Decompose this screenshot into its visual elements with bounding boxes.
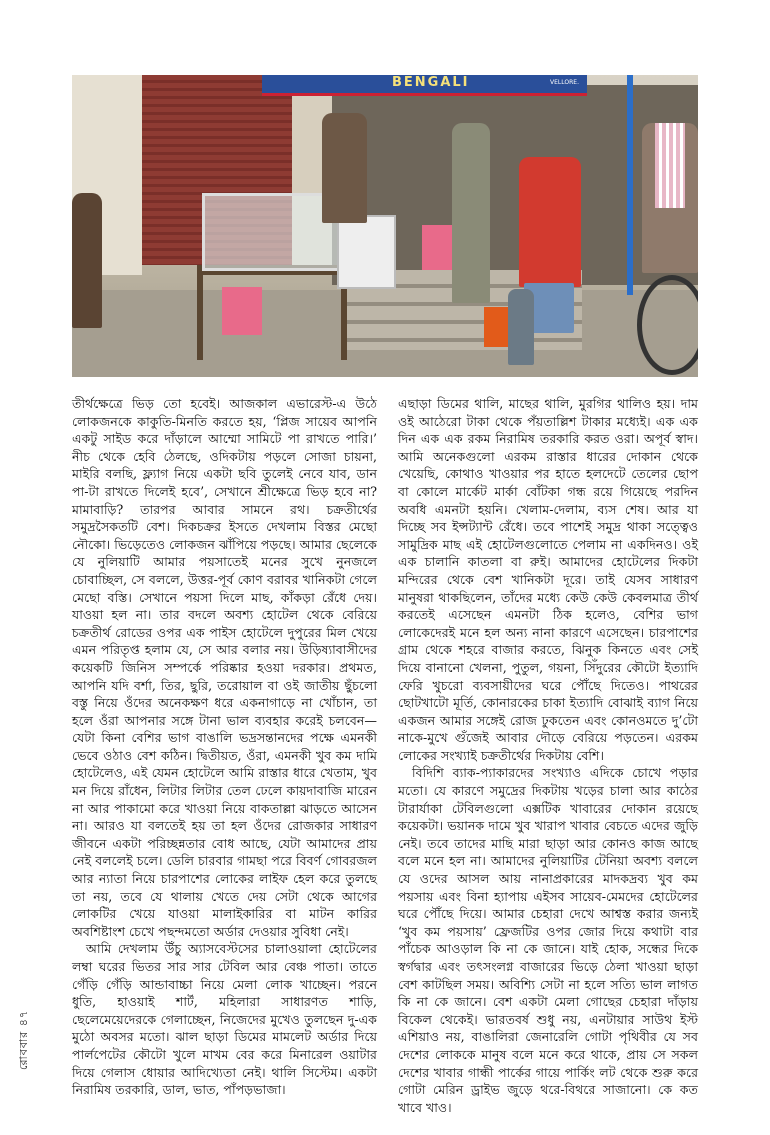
photo-pole <box>627 75 633 295</box>
photo-hanging-cloth <box>655 123 685 208</box>
article-column-right <box>398 395 698 1116</box>
paragraph: বিদিশি ব্যাক-প্যাকারদের সংখ্যাও এদিকে চোখে পড়ার মতো। যে কারণে সমুদ্রের দিকটায় খড়ের চালা আর কাঠের টারার্যাকা টেবিলগুলো এক্সটিক খাবারের দোকান রয়েছে কয়েকটা। ভয়ানক দামে খুব খারাপ খাবার বেচতে এদের জুড়ি নেই। তবে তাদের মাছি মারা ছাড়া আর কোনও কাজ আছে বলে মনে হল না। আমাদের নুলিয়াটির টেনিয়া অবশ্য বললে যে ওদের আসল আয় নানাপ্রকারের মাদকদ্রব্য খুব কম পয়সায় এবং বিনা হ্যাপায় এইসব সায়েব-মেমদের হোটেলের ঘরে পৌঁছে দিয়ে। আমার চেহারা দেখে আশ্বস্ত করার জন্যই ‘খুব কম পয়সায়’ ফ্রেজটির ওপর জোর দিয়ে কথাটা বার পাঁচেক আওড়াল কি না কে জানে। যাই হোক, সন্ধের দিকে স্বর্গদ্বার এবং তৎসংলগ্ন বাজারের ভিড়ে ঠেলা খাওয়া ছাড়া বেশ কাটছিল সময়। অবিশ্যি সেটা না হলে সত্যি ভাল লাগত কি না কে জানে। বেশ একটা মেলা গোছের চেহারা দাঁড়ায় বিকেল থেকেই। ভারতবর্ষ শুধু নয়, এনটায়ার সাউথ ইস্ট এশিয়াও নয়, বাঙালিরা জেনারেলি গোটা পৃথিবীর যে সব দেশের লোককে মানুষ বলে মনে করে থাকে, প্রায় সে সকল দেশের খাবার গান্ধী পার্কের গায়ে পার্কিং লট থেকে শুরু করে গোটা মেরিন ড্রাইভ জুড়ে থরে-বিথরে সাজানো। কে কত খাবে খাও। <box>398 765 698 1115</box>
photo-bucket <box>484 307 510 347</box>
photo-bicycle-wheel <box>637 275 698 375</box>
photo-person <box>452 123 490 303</box>
paragraph: আমি দেখলাম উঁচু অ্যাসবেস্টসের চালাওয়ালা হোটেলের লম্বা ঘরের ভিতর সার সার টেবিল আর বেঞ্চ পাতা। তাতে গেঁড়ি গেঁড়ি আন্ডাবাচ্চা নিয়ে মেলা লোক খাচ্ছেন। পরনে ধুতি, হাওয়াই শার্ট, মহিলারা সাধারণত শাড়ি, ছেলেমেয়েদেরকে গেলাচ্ছেন, নিজেদের মুখেও তুলছেন দু-এক মুঠো অবসর মতো। ঝাল ছাড়া ডিমের মামলেট অর্ডার দিয়ে পার্লপেটের কৌটো খুলে মাখম বের করে মিনারেল ওয়াটার দিয়ে গেলাস ধোয়ার আদিখ্যেতা নেই। থালি সিস্টেম। একটা নিরামিষ তরকারি, ডাল, ভাত, পাঁপড়ভাজা। <box>72 941 377 1098</box>
photo-person <box>322 113 367 223</box>
photo-cart-stand <box>197 265 347 360</box>
page-label: রোববার ৪৭ <box>17 1010 30 1070</box>
photo-person <box>72 193 102 328</box>
photo-person <box>519 157 581 287</box>
photo-gas-cylinder <box>508 289 534 365</box>
shop-sign-text: BENGALI <box>392 75 470 90</box>
paragraph: তীর্থক্ষেত্রে ভিড় তো হবেই। আজকাল এভারেস্ট-এ উঠে লোকজনকে কাকুতি-মিনতি করতে হয়, ‘প্লিজ সায়েব আপনি একটু সাইড করে দাঁড়ালে আম্মো সামিটে পা রাখতে পারি।’ নীচ থেকে হেবি ঠেলছে, ওদিকটায় পড়লে সোজা চায়না, মাইরি বলছি, ফ্ল্যাগ নিয়ে একটা ছবি তুলেই নেবে যাব, ডান পা-টা রাখতে দিলেই হবে’, সেখানে শ্রীক্ষেত্রে ভিড় হবে না? মামাবাড়ি? তারপর আবার সামনে রথ। চক্রতীর্থের সমুদ্রসৈকতটি বেশ। দিকচক্রর ইসতে দেখলাম বিস্তর মেছো নৌকো। ভিড়েতেও লোকজন ঝাঁপিয়ে পড়ছে। আমার ছেলেকে যে নুলিয়াটি আমার পয়সাতেই মনের সুখে নুনজলে চোবাচ্ছিল, সে বললে, উত্তর-পূর্ব কোণ বরাবর খানিকটা গেলে মেছো বস্তি। সেখানে পয়সা দিলে মাছ, কাঁকড়া রেঁধে দেয়। যাওয়া হল না। তার বদলে অবশ্য হোটেল থেকে বেরিয়ে চক্রতীর্থ রোডের ওপর এক পাইস হোটেলে দুপুরের মিল খেয়ে এমন পরিতৃপ্ত হলাম যে, সে আর বলার নয়। উড়িষ্যাবাসীদের কয়েকটি জিনিস সম্পর্কে পরিষ্কার হওয়া দরকার। প্রথমত, আপনি যদি বর্শা, তির, ছুরি, তরোয়াল বা ওই জাতীয় ছুঁচলো বস্তু নিয়ে ওঁদের অনেকক্ষণ ধরে একনাগাড়ে না খোঁচান, তা হলে ওঁরা আপনার সঙ্গে টানা ভাল ব্যবহার করেই চলবেন—যেটা কিনা বেশির ভাগ বাঙালি ভদ্রসন্তানদের পক্ষে এমনকী ভেবে ওঠাও বেশ কঠিন। দ্বিতীয়ত, ওঁরা, এমনকী খুব কম দামি হোটেলেও, এই যেমন হোটেলে আমি রাস্তার ধারে খেতাম, খুব মন দিয়ে রাঁধেন, লিটার লিটার তেল ঢেলে কায়দাবাজি মারেন না আর পাকামো করে খাওয়া নিয়ে বাকতাল্লা ঝাড়তে আসেন না। আরও যা বলতেই হয় তা হল ওঁদের রোজকার সাধারণ জীবনে একটা পরিচ্ছন্নতার বোধ আছে, যেটা আমাদের প্রায় নেই বললেই চলে। ডেলি চারবার গামছা পরে বিবর্ণ গোবরজল আর ন্যাতা নিয়ে চারপাশের লোকের লাইফ হেল করে তুলছে তা নয়, তবে যে থালায় খেতে দেয় সেটা থেকে আগের লোকটির খেয়ে যাওয়া মালাইকারির বা মাটন কারির অবশিষ্টাংশ চেখে পছন্দমতো অর্ডার দেওয়ার সুবিধা নেই। <box>72 396 377 939</box>
shop-sign <box>262 75 587 96</box>
street-food-photo <box>72 75 698 377</box>
shop-sign-subtext: VELLORE. <box>550 79 579 86</box>
article-column-left <box>72 395 377 1099</box>
photo-stool <box>222 287 262 335</box>
paragraph: এছাড়া ডিমের থালি, মাছের থালি, মুরগির থালিও হয়। দাম ওই আঠেরো টাকা থেকে পঁয়তাল্লিশ টাকার মধ্যেই। এক এক দিন এক এক রকম নিরামিষ তরকারি করত ওরা। অপূর্ব স্বাদ। আমি অনেকগুলো এরকম রাস্তার ধারের দোকান থেকে খেয়েছি, কোথাও খাওয়ার পর হাতে হলদেটে তেলের ছোপ বা কোলে মার্কেট মার্কা বোঁটকা গন্ধ রয়ে গিয়েছে পরদিন অবধি এমনটা হয়নি। খেলাম-দেলাম, ব্যস শেষ। আর যা দিচ্ছে সব ইন্সট্যান্ট রেঁধে। তবে পাশেই সমুদ্র থাকা সত্ত্বেও সামুদ্রিক মাছ এই হোটেলগুলোতে পেলাম না একদিনও। ওই এক চালানি কাতলা বা রুই। আমাদের হোটেলের দিকটা মন্দিরের থেকে বেশ খানিকটা দূরে। তাই যেসব সাধারণ মানুষরা থাকছিলেন, তাঁদের মধ্যে কেউ কেউ কেবলমাত্র তীর্থ করতেই এসেছেন এমনটা ঠিক হলেও, বেশির ভাগ লোকেদেরই মনে হল অন্য নানা কারণে এসেছেন। চারপাশের গ্রাম থেকে শহরে বাজার করতে, ঝিনুক কিনতে এবং সেই দিয়ে বানানো খেলনা, পুতুল, গয়না, সিঁদুরের কৌটো ইত্যাদি ফেরি খুচরো ব্যবসায়ীদের ঘরে পৌঁছে দিতেও। পাথরের ছোটখাটো মূর্তি, কোনারকের চাকা ইত্যাদি বোঝাই ব্যাগ নিয়ে একজন আমার সঙ্গেই রোজ ঢুকতেন এবং কোনওমতে দু’টো নাকে-মুখে গুঁজেই আবার দৌড়ে বেরিয়ে পড়তেন। এরকম লোকের সংখ্যাই চক্রতীর্থের দিকটায় বেশি। <box>398 396 698 763</box>
photo-counter <box>337 215 396 289</box>
